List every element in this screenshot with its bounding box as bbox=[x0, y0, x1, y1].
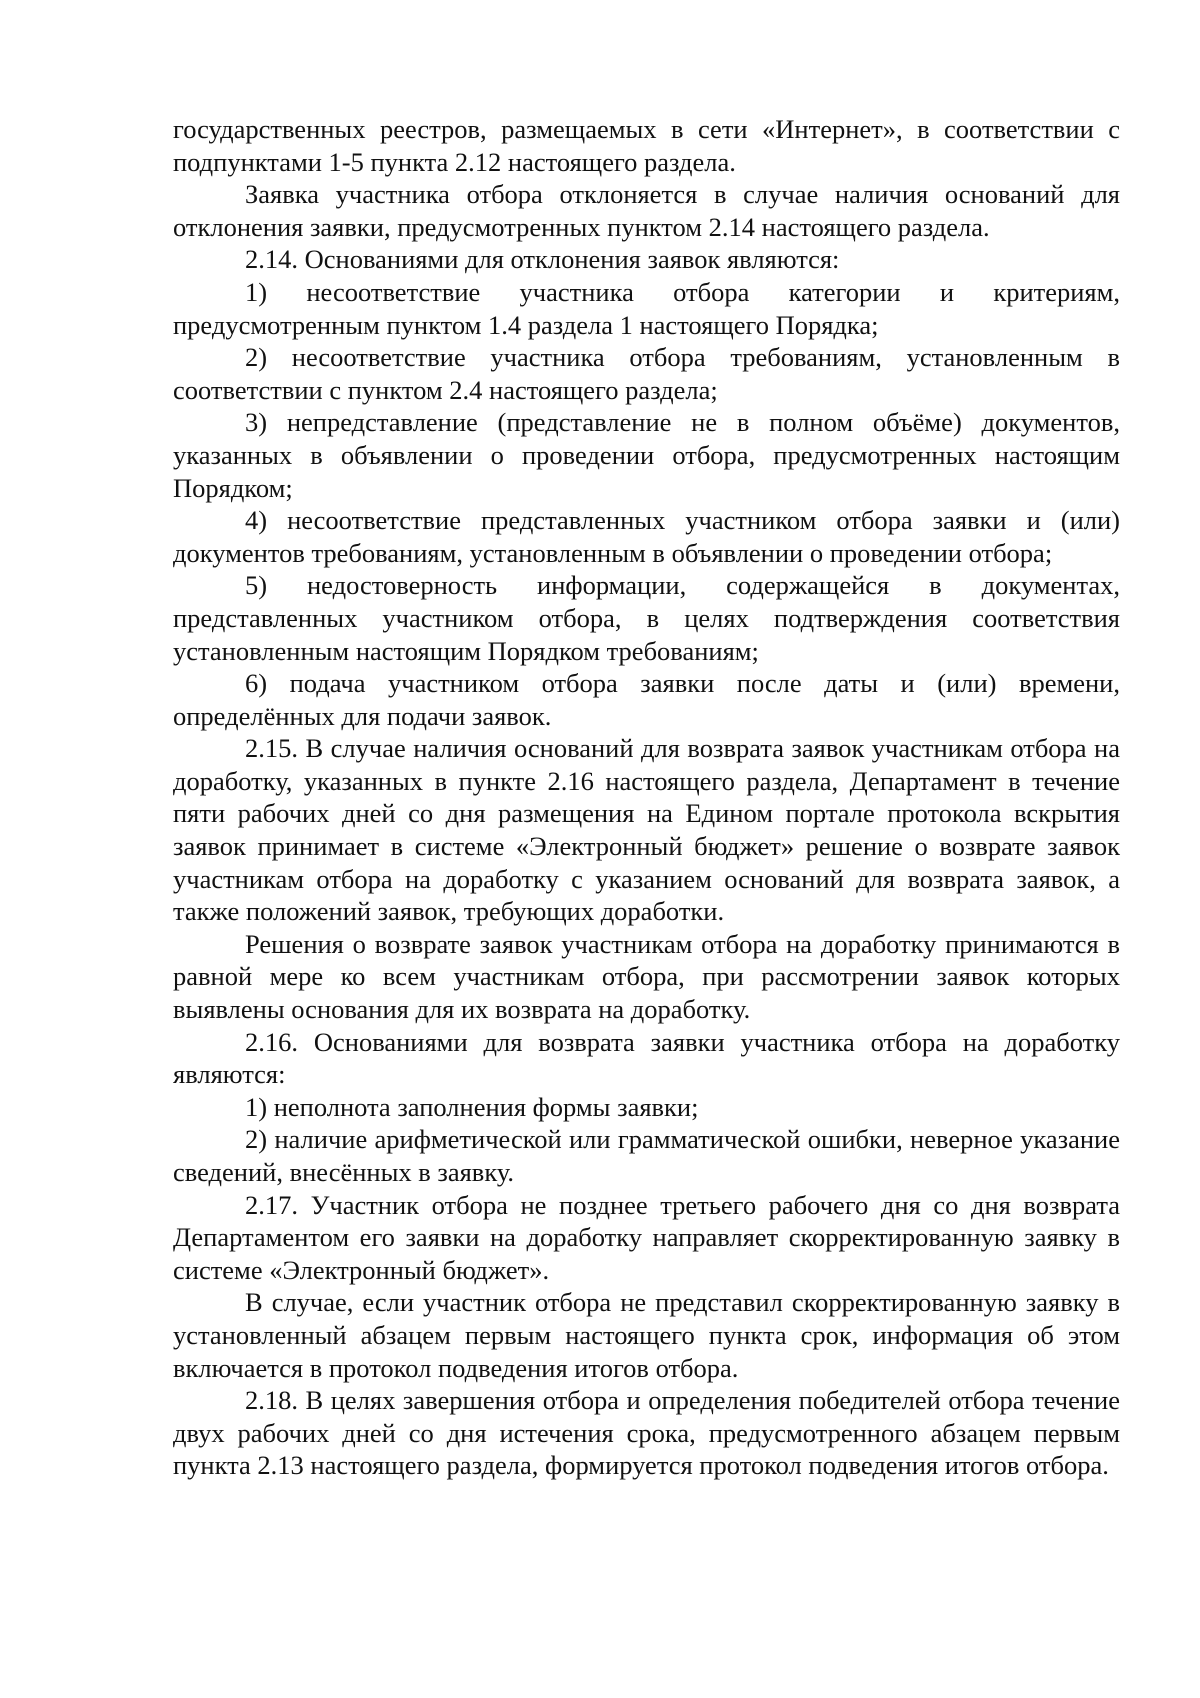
paragraph-2-16-heading: 2.16. Основаниями для возврата заявки участника отбора на доработку являются: bbox=[173, 1026, 1120, 1090]
paragraph-continuation: государственных реестров, размещаемых в сети «Интернет», в соответствии с подпунктами 1-5 пункта 2.12 настоящего раздела. bbox=[173, 114, 1120, 177]
paragraph-2-17-note: В случае, если участник отбора не представил скорректированную заявку в установленный абзацем первым настоящего пункта срок, информация об этом включается в протокол подведения итогов отбора. bbox=[173, 1287, 1120, 1383]
paragraph-2-14-item-4: 4) несоответствие представленных участником отбора заявки и (или) документов требованиям, установленным в объявлении о проведении отбора; bbox=[173, 505, 1120, 568]
paragraph-2-15: 2.15. В случае наличия оснований для возврата заявок участникам отбора на доработку, указанных в пункте 2.16 настоящего раздела, Департамент в течение пяти рабочих дней со дня размещения на Едином портале протокола вскрытия заявок принимает в системе «Электронный бюджет» решение о возврате заявок участникам отбора на доработку с указанием оснований для возврата заявок, а также положений заявок, требующих доработки. bbox=[173, 733, 1120, 927]
document-body bbox=[173, 113, 1120, 1482]
paragraph-2-14-heading: 2.14. Основаниями для отклонения заявок являются: bbox=[245, 244, 840, 275]
paragraph-2-18: 2.18. В целях завершения отбора и определения победителей отбора течение двух рабочих дней со дня истечения срока, предусмотренного абзацем первым пункта 2.13 настоящего раздела, формируется протокол подведения итогов отбора. bbox=[173, 1385, 1120, 1481]
paragraph-2-14-item-1: 1) несоответствие участника отбора категории и критериям, предусмотренным пунктом 1.4 раздела 1 настоящего Порядка; bbox=[173, 276, 1120, 340]
paragraph-2-16-item-1: 1) неполнота заполнения формы заявки; bbox=[245, 1091, 699, 1122]
paragraph-2-14-item-2: 2) несоответствие участника отбора требованиям, установленным в соответствии с пунктом 2.4 настоящего раздела; bbox=[173, 342, 1120, 405]
paragraph-2-14-item-5: 5) недостоверность информации, содержащейся в документах, представленных участником отбора, в целях подтверждения соответствия установленным настоящим Порядком требованиям; bbox=[173, 570, 1120, 666]
paragraph-2-15-decisions: Решения о возврате заявок участникам отбора на доработку принимаются в равной мере ко всем участникам отбора, при рассмотрении заявок которых выявлены основания для их возврата на доработку. bbox=[173, 928, 1120, 1025]
paragraph-2-17: 2.17. Участник отбора не позднее третьего рабочего дня со дня возврата Департаментом его заявки на доработку направляет скорректированную заявку в системе «Электронный бюджет». bbox=[173, 1189, 1120, 1285]
paragraph-2-16-item-2: 2) наличие арифметической или грамматической ошибки, неверное указание сведений, внесённых в заявку. bbox=[173, 1124, 1120, 1187]
paragraph-2-14-item-6: 6) подача участником отбора заявки после даты и (или) времени, определённых для подачи заявок. bbox=[173, 668, 1120, 731]
paragraph-2-14-item-3: 3) непредставление (представление не в полном объёме) документов, указанных в объявлении о проведении отбора, предусмотренных настоящим Порядком; bbox=[173, 407, 1120, 503]
paragraph-rejection-note: Заявка участника отбора отклоняется в случае наличия оснований для отклонения заявки, предусмотренных пунктом 2.14 настоящего раздела. bbox=[173, 179, 1120, 242]
